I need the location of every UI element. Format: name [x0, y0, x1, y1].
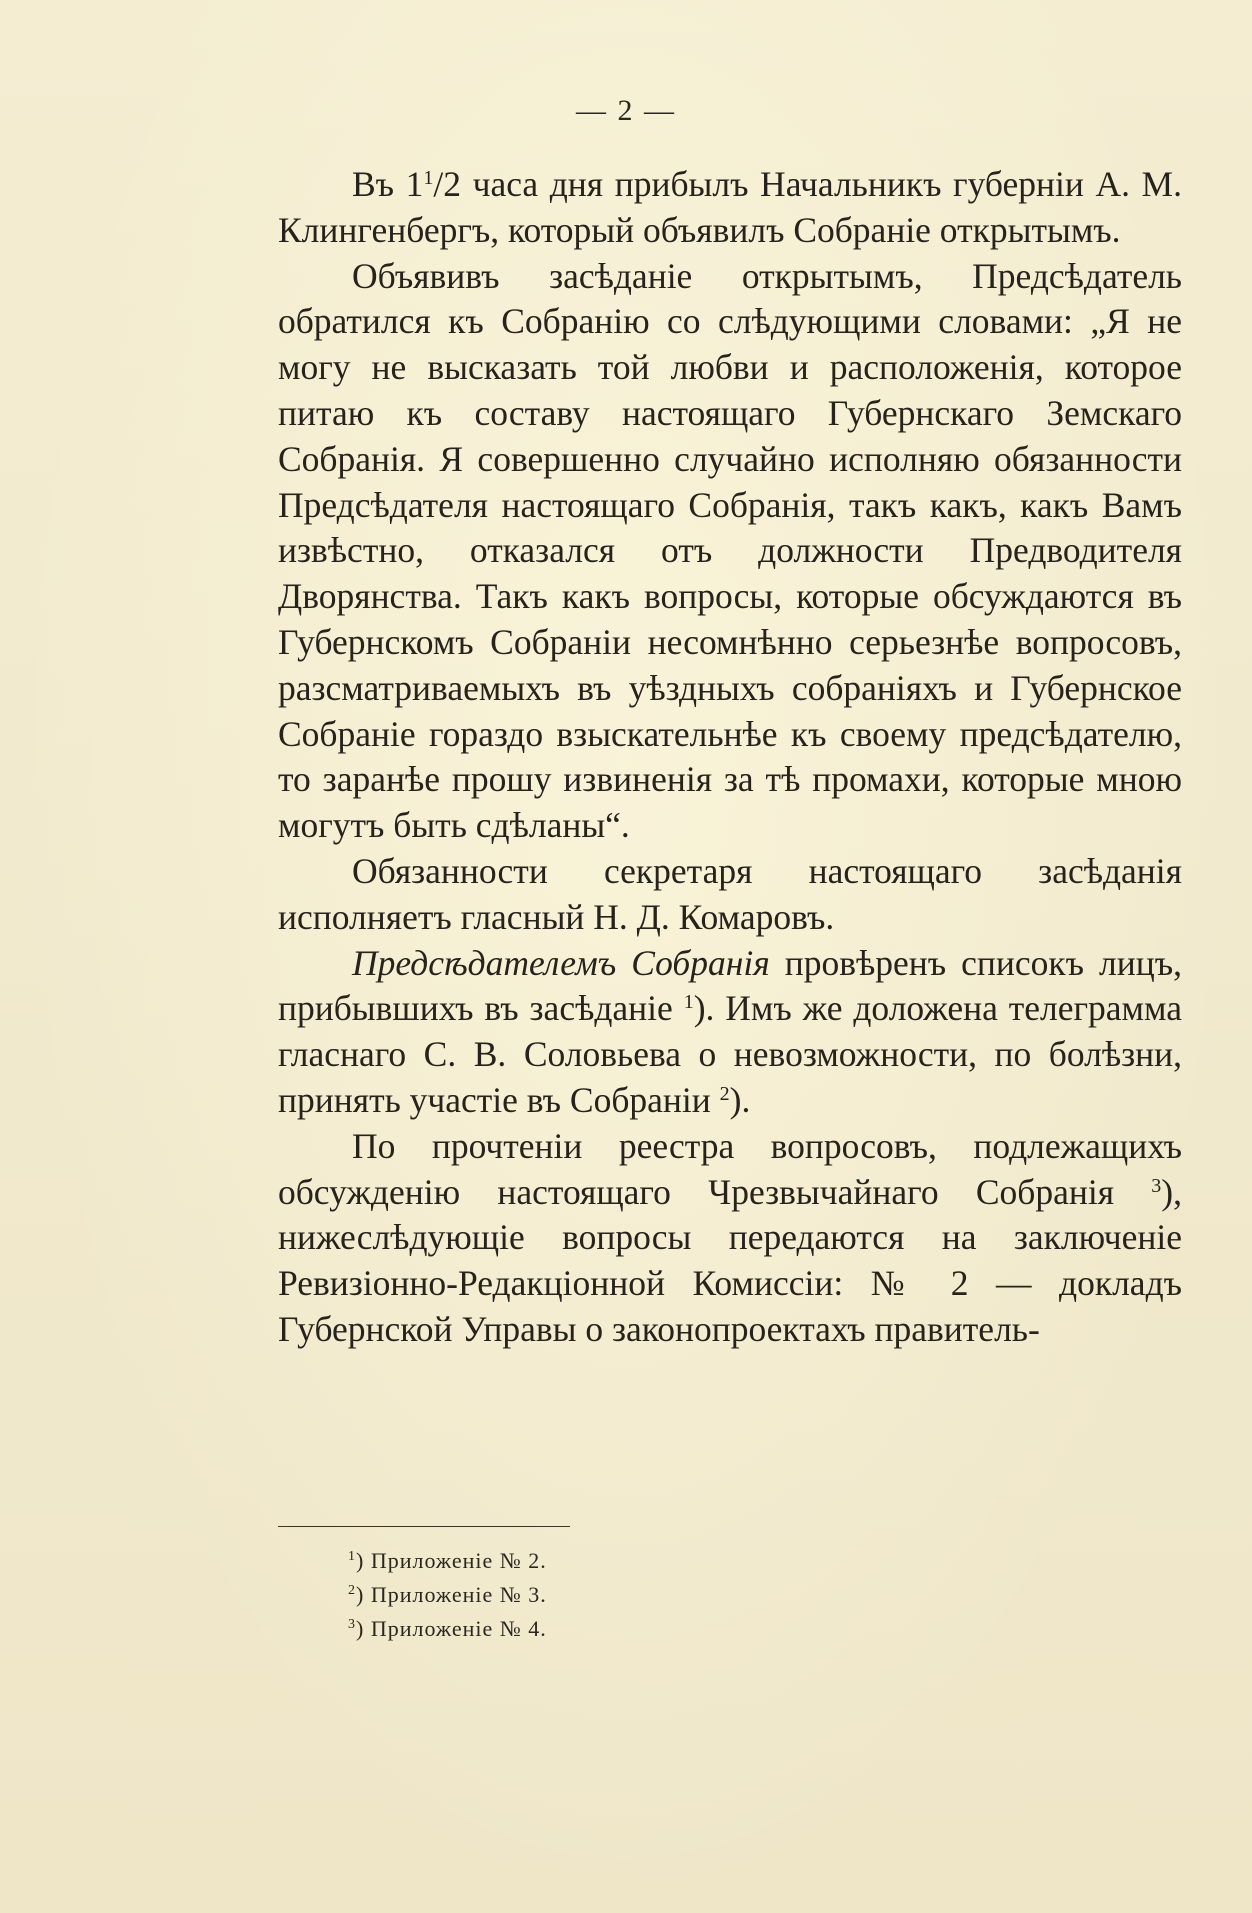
page-number: — 2 —: [576, 94, 676, 127]
footnote-3: [348, 1612, 948, 1646]
paragraph-5-text-b: ), нижеслѣдующіе вопросы передаются на заключеніе Ревизіонно-Редакціонной Комиссіи: № 2 — докладъ Губернской Управы о законопроектахъ правитель-: [278, 1171, 1182, 1349]
footnote-text-3: ) Приложеніе № 4.: [356, 1616, 547, 1641]
footnote-2: [348, 1578, 948, 1612]
paragraph-5-text-a: По прочтеніи реестра вопросовъ, подлежащихъ обсужденію настоящаго Чрезвычайнаго Собранія: [278, 1125, 1182, 1212]
footnote-text-1: ) Приложеніе № 2.: [356, 1548, 547, 1573]
paragraph-1-text-a: Въ 1: [352, 164, 424, 204]
paragraph-secretary: Обязанности секретаря настоящаго засѣданія исполняетъ гласный Н. Д. Комаровъ.: [278, 850, 1182, 937]
footnote-ref-3[interactable]: 3: [1151, 1174, 1162, 1197]
paragraph-chairman-speech: Объявивъ засѣданіе открытымъ, Предсѣдатель обратился къ Собранію со слѣдующими словами: „Я не могу не высказать той любви и расположенія, которое питаю къ составу настоящаго Губернскаго Земскаго Собранія. Я совершенно случайно исполняю обязанности Предсѣдателя настоящаго Собранія, такъ какъ, какъ Вамъ извѣстно, отказался отъ должности Предводителя Дворянства. Такъ какъ вопросы, которые обсуждаются въ Губернскомъ Собраніи несомнѣнно серьезнѣе вопросовъ, разсматриваемыхъ въ уѣздныхъ собраніяхъ и Губернское Собраніе гораздо взыскательнѣе къ своему предсѣдателю, то заранѣе прошу извиненія за тѣ промахи, которые мною могутъ быть сдѣланы“.: [278, 255, 1182, 846]
paragraph-attendance: [278, 941, 1182, 1124]
paragraph-1-text-b: /2 часа дня прибылъ Начальникъ губерніи А. М. Клингенбергъ, который объявилъ Собраніе открытымъ.: [278, 164, 1182, 250]
body-text: [278, 162, 1182, 1353]
footnote-mark-2: 2: [348, 1583, 356, 1598]
footnote-mark-1: 1: [348, 1549, 356, 1564]
footnote-mark-3: 3: [348, 1617, 356, 1632]
footnote-ref-1[interactable]: 1: [683, 991, 694, 1014]
footnote-separator: [278, 1526, 570, 1527]
footnote-1: [348, 1544, 948, 1578]
paragraph-opening: [278, 162, 1182, 254]
paragraph-4-text-a: провѣренъ списокъ лицъ, прибывшихъ въ засѣданіе: [278, 942, 1182, 1029]
paragraph-4-text-b: ). Имъ же доложена телеграмма гласнаго С. В. Соловьева о невозможности, по болѣзни, принять участіе въ Собраніи: [278, 988, 1182, 1120]
italic-chairman-phrase: Предсѣдателемъ Собранія: [352, 942, 770, 983]
paragraph-4-text-c: ).: [729, 1079, 751, 1120]
footnotes: [348, 1544, 948, 1646]
footnote-ref-2[interactable]: 2: [719, 1082, 730, 1105]
footnote-text-2: ) Приложеніе № 3.: [356, 1582, 547, 1607]
paragraph-agenda: [278, 1124, 1182, 1353]
fraction-numerator: 1: [423, 167, 434, 189]
